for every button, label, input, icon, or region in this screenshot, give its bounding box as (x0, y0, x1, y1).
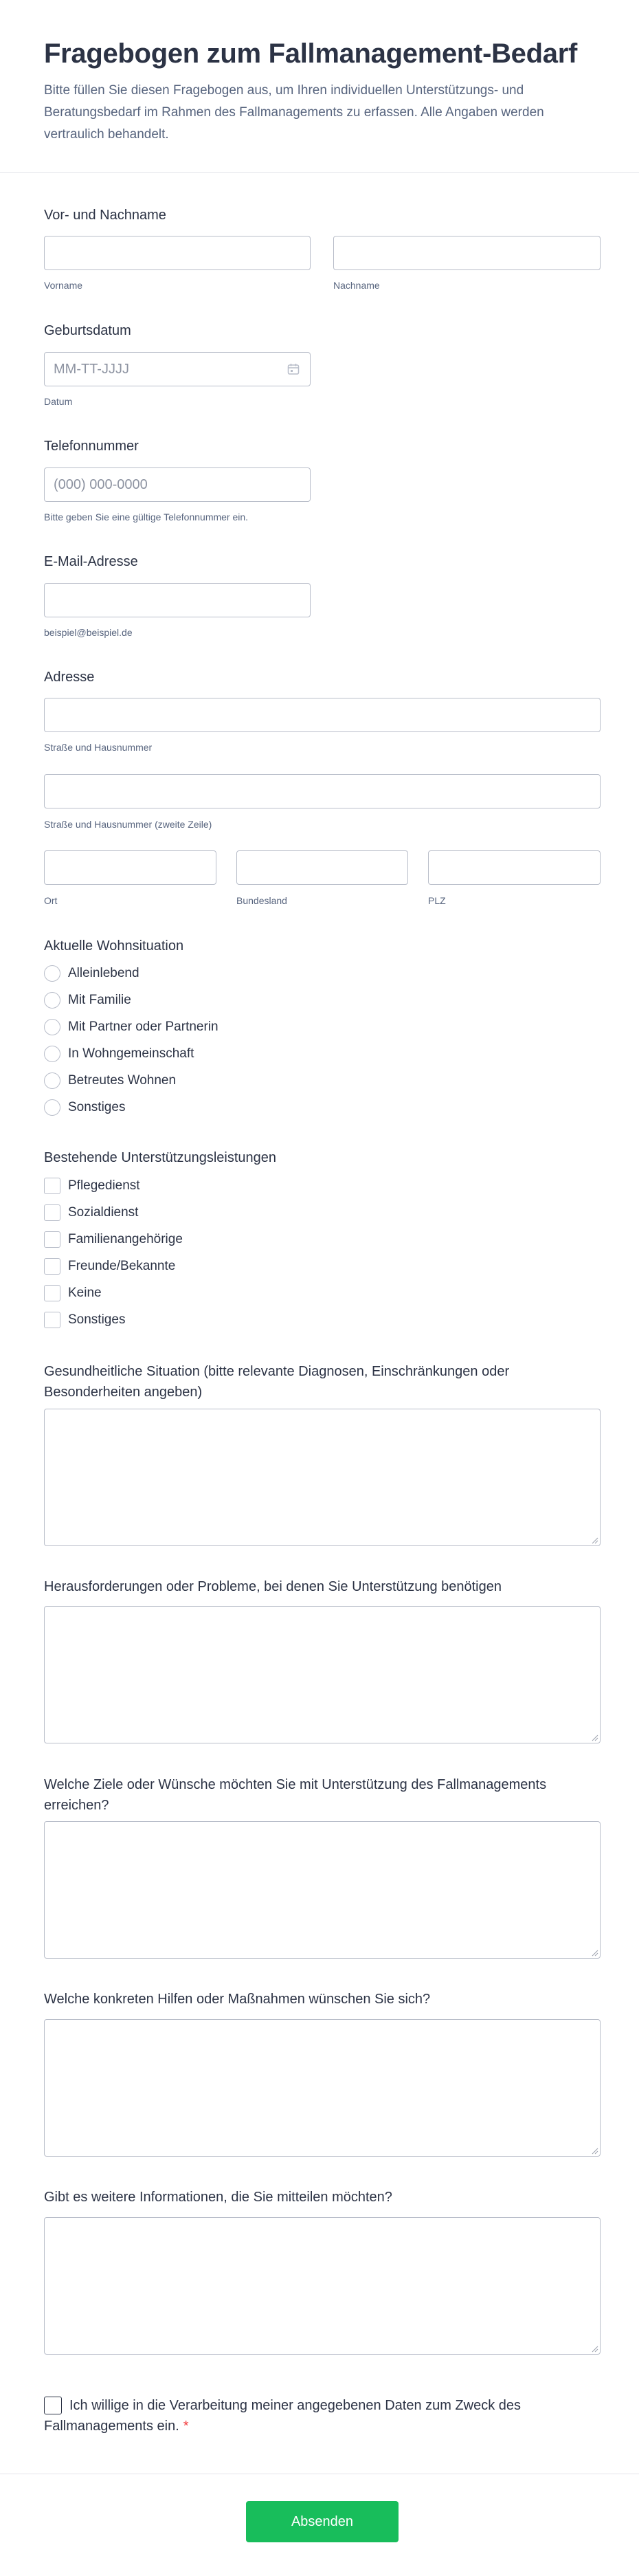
measures-label: Welche konkreten Hilfen oder Maßnahmen wünschen Sie sich? (44, 1992, 431, 2007)
checkbox-option[interactable] (44, 1204, 138, 1222)
radio-option-label: Alleinlebend (68, 966, 139, 980)
checkbox-option[interactable] (44, 1257, 175, 1275)
checkbox-option-label: Keine (68, 1286, 102, 1300)
street-sublabel: Straße und Hausnummer (44, 742, 153, 753)
resize-grip-icon[interactable] (590, 1536, 598, 1544)
radio-option-label: Mit Familie (68, 993, 131, 1007)
checkbox[interactable] (44, 1204, 60, 1221)
goals-label: Welche Ziele oder Wünsche möchten Sie mit Unterstützung des Fallmanagements erreichen? (44, 1777, 547, 1813)
checkbox[interactable] (44, 1312, 60, 1328)
zip-sublabel: PLZ (428, 895, 446, 906)
form-title: Fragebogen zum Fallmanagement-Bedarf (44, 38, 577, 69)
radio-option[interactable] (44, 1045, 194, 1063)
street-input[interactable] (44, 698, 601, 732)
radio-button[interactable] (44, 1072, 60, 1089)
zip-input[interactable] (428, 850, 601, 885)
last-name-input[interactable] (333, 236, 601, 270)
checkbox[interactable] (44, 1285, 60, 1301)
support-label: Bestehende Unterstützungsleistungen (44, 1150, 277, 1165)
state-sublabel: Bundesland (236, 895, 287, 906)
calendar-icon[interactable] (287, 363, 300, 375)
radio-button[interactable] (44, 1046, 60, 1062)
radio-option-label: Mit Partner oder Partnerin (68, 1020, 218, 1034)
header-divider (0, 172, 639, 173)
checkbox-option-label: Freunde/Bekannte (68, 1259, 176, 1273)
challenges-textarea[interactable] (44, 1606, 601, 1743)
further-label: Gibt es weitere Informationen, die Sie mitteilen möchten? (44, 2190, 392, 2205)
birthdate-sublabel: Datum (44, 396, 73, 407)
email-label: E-Mail-Adresse (44, 554, 138, 569)
radio-option-label: Betreutes Wohnen (68, 1073, 177, 1088)
resize-grip-icon[interactable] (590, 1733, 598, 1741)
phone-label: Telefonnummer (44, 439, 139, 454)
city-input[interactable] (44, 850, 216, 885)
consent-label (44, 2395, 539, 2436)
radio-option-label: Sonstiges (68, 1100, 126, 1114)
consent-checkbox[interactable] (44, 2397, 62, 2414)
resize-grip-icon[interactable] (590, 2344, 598, 2353)
challenges-label: Herausforderungen oder Probleme, bei denen Sie Unterstützung benötigen (44, 1579, 502, 1594)
radio-option[interactable] (44, 1099, 125, 1116)
phone-input[interactable] (44, 467, 311, 502)
submit-button[interactable]: Absenden (246, 2501, 399, 2542)
address-label: Adresse (44, 670, 95, 685)
radio-option-label: In Wohngemeinschaft (68, 1046, 194, 1061)
radio-button[interactable] (44, 1099, 60, 1116)
checkbox-option[interactable] (44, 1177, 140, 1195)
state-input[interactable] (236, 850, 408, 885)
checkbox[interactable] (44, 1178, 60, 1194)
name-label: Vor- und Nachname (44, 208, 166, 223)
radio-button[interactable] (44, 1019, 60, 1035)
email-input[interactable] (44, 583, 311, 617)
checkbox-option-label: Sonstiges (68, 1312, 126, 1327)
birthdate-input[interactable] (44, 352, 311, 386)
form-subtitle: Bitte füllen Sie diesen Fragebogen aus, um Ihren individuellen Unterstützungs- und Beratungsbedarf im Rahmen des Fallmanagements zu erfassen. Alle Angaben werden vertraulich behandelt. (44, 83, 544, 142)
email-sublabel: beispiel@beispiel.de (44, 627, 133, 638)
health-label: Gesundheitliche Situation (bitte relevante Diagnosen, Einschränkungen oder Besonderheiten angeben) (44, 1364, 510, 1400)
checkbox[interactable] (44, 1231, 60, 1248)
checkbox-option[interactable] (44, 1311, 125, 1329)
measures-textarea[interactable] (44, 2019, 601, 2157)
checkbox-option[interactable] (44, 1284, 102, 1302)
checkbox-option[interactable] (44, 1231, 183, 1248)
radio-option[interactable] (44, 991, 131, 1009)
radio-button[interactable] (44, 992, 60, 1009)
checkbox-option-label: Familienangehörige (68, 1232, 183, 1246)
first-name-sublabel: Vorname (44, 280, 83, 291)
radio-button[interactable] (44, 965, 60, 982)
resize-grip-icon[interactable] (590, 1948, 598, 1957)
radio-option[interactable] (44, 1018, 218, 1036)
radio-option[interactable] (44, 1072, 176, 1090)
checkbox-option-label: Pflegedienst (68, 1178, 140, 1193)
required-mark: * (183, 2419, 189, 2434)
street2-input[interactable] (44, 774, 601, 808)
health-textarea[interactable] (44, 1409, 601, 1546)
phone-sublabel: Bitte geben Sie eine gültige Telefonnummer ein. (44, 511, 249, 522)
last-name-sublabel: Nachname (333, 280, 380, 291)
first-name-input[interactable] (44, 236, 311, 270)
resize-grip-icon[interactable] (590, 2146, 598, 2155)
radio-option[interactable] (44, 965, 139, 982)
checkbox-option-label: Sozialdienst (68, 1205, 139, 1220)
street2-sublabel: Straße und Hausnummer (zweite Zeile) (44, 819, 212, 830)
city-sublabel: Ort (44, 895, 58, 906)
form-header (0, 0, 639, 146)
checkbox[interactable] (44, 1258, 60, 1275)
further-textarea[interactable] (44, 2217, 601, 2355)
living-label: Aktuelle Wohnsituation (44, 938, 184, 954)
birthdate-label: Geburtsdatum (44, 323, 131, 338)
goals-textarea[interactable] (44, 1821, 601, 1959)
consent-text: Ich willige in die Verarbeitung meiner angegebenen Daten zum Zweck des Fallmanagements ein. (44, 2398, 522, 2434)
